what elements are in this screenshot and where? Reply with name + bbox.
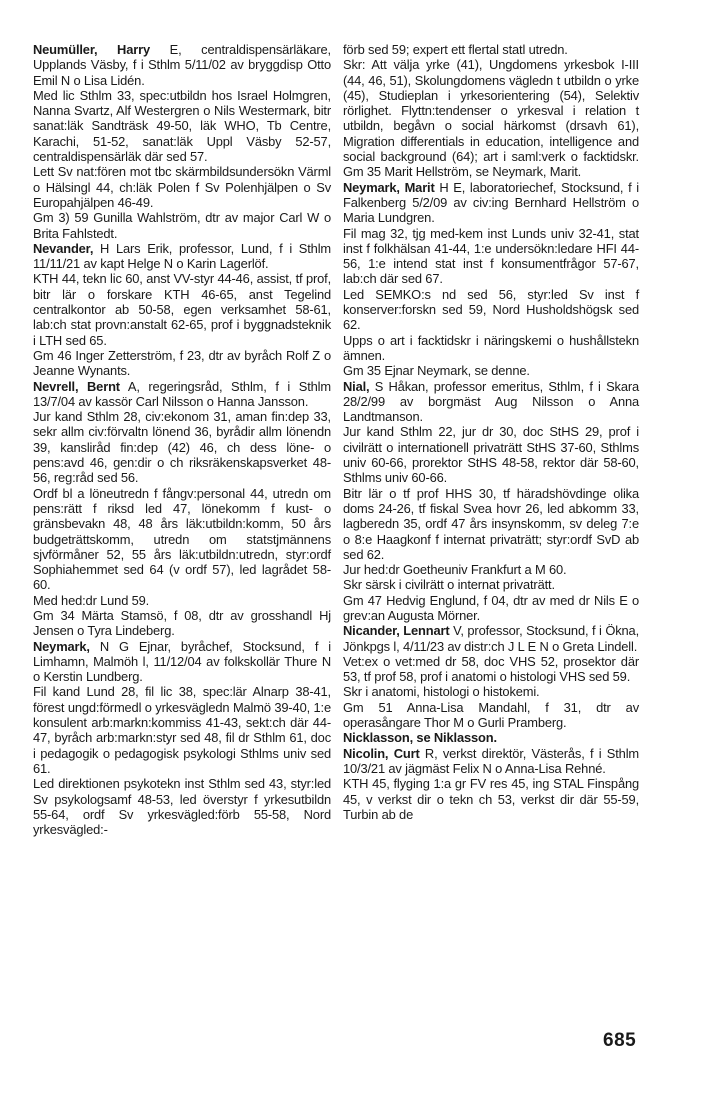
entry-header (343, 730, 639, 745)
entry-details: V, professor, Stocksund, f i Ökna, Jönkpgs l, 4/11/23 av distr:ch J L E N o Greta Lindell. (343, 623, 639, 654)
entry-paragraph: Skr: Att välja yrke (41), Ungdomens yrkesbok I-III (44, 46, 51), Skolungdomens vägledn t utbildn o yrke (45), Studieplan i yrkesorientering (54), Selektiv rörlighet. Flyttn:tendenser o yrkesval i relation t utbildn, begåvn o social härkomst (drsavh 61), Migration differentials in education, intelligence and social background (64); art i saml:verk o facktidskr. Gm 35 Marit Hellström, se Neymark, Marit. (343, 57, 639, 180)
entry-paragraph: Bitr lär o tf prof HHS 30, tf häradshövdinge olika doms 24-26, tf fiskal Svea hovr 26, led abkomm 33, lagberedn 35, ordf 47 års insynskomm, sv deleg 7:e o 8:e Haagkonf f internat privaträtt; styr:ordf SvD ab sed 62. (343, 485, 639, 562)
entry-details: A, regeringsråd, Sthlm, f i Sthlm 13/7/04 av kassör Carl Nilsson o Hanna Jansson. (33, 378, 331, 409)
entry-paragraph: förb sed 59; expert ett flertal statl utredn. (343, 42, 568, 57)
entry-paragraph: Lett Sv nat:fören mot tbc skärmbildsundersökn Värml o Hälsingl 44, ch:läk Polen f Sv Polenhjälpen o Sv Europahjälpen 46-49. (33, 164, 331, 210)
entry-paragraph: Gm 34 Märta Stamsö, f 08, dtr av grosshandl Hj Jensen o Tyra Lindeberg. (33, 607, 331, 639)
entry-paragraph: Med lic Sthlm 33, spec:utbildn hos Israel Holmgren, Nanna Svartz, Alf Westergren o Nils Westermark, bitr sanat:läk Sandträsk 49-50, läk WHO, Tb Centre, Karachi, 51-52, sanat:läk Uppl Väsby 52-57, centraldispensärläk där sed 57. (33, 87, 331, 165)
entry-paragraph: Skr särsk i civilrätt o internat privaträtt. (343, 577, 555, 593)
entry-paragraph: Fil mag 32, tjg med-kem inst Lunds univ 32-41, stat inst f folkhälsan 41-44, 1:e undersökn:ledare HFI 44-56, 1:e intend stat inst f konsumentfrågor 57-67, lab:ch där sed 67. (343, 225, 639, 287)
entry-name: Nevrell, Bernt (33, 378, 120, 394)
entry-paragraph: Vet:ex o vet:med dr 58, doc VHS 52, prosektor där 53, tf prof 58, prof i anatomi o histologi VHS sed 59. (343, 653, 639, 685)
entry-header (343, 379, 639, 425)
entry-name: Neymark, (33, 638, 90, 654)
entry-name: Neymark, Marit (343, 179, 435, 195)
entry-header (33, 639, 331, 685)
entry-paragraph: Jur kand Sthlm 28, civ:ekonom 31, aman fin:dep 33, sekr allm civ:förvaltn lönend 36, byrådir allm lönendn 39, kanslіråd fin:dep (42) 46, ch dess löne- o pens:avd 46, gen:dir o ch riksräkenskapsverket 48-56, reg:råd sed 56. (33, 409, 331, 486)
entry-paragraph: Gm 3) 59 Gunilla Wahlström, dtr av major Carl W o Brita Fahlstedt. (33, 210, 331, 241)
entry-header (343, 180, 639, 226)
entry-paragraph: Skr i anatomi, histologi o histokemi. (343, 684, 540, 700)
entry-details: S Håkan, professor emeritus, Sthlm, f i Skara 28/2/99 av borgmäst Aug Nilsson o Anna Landtmanson. (343, 378, 639, 425)
entry-details: N G Ejnar, byråchef, Stocksund, f i Limhamn, Malmöh l, 11/12/04 av folkskollär Thure N o Kerstin Lundberg. (33, 638, 331, 685)
entry-paragraph: Jur hed:dr Goetheuniv Frankfurt a M 60. (343, 562, 567, 578)
entry-header (33, 379, 331, 410)
entry-paragraph: Ordf bl a löneutredn f fångv:personal 44, utredn om pens:rätt f riksd led 47, lönekomm f kust- o gränsbevakn 48, 48 års läk:utbildn:komm, 50 års budgeträttskomm, utredn om statstjmännens sjvförmåner 52, 55 års läk:utbildn:utredn, styr:ordf Sophiahemmet sed 64 (v ordf 57), led lagrådet 58-60. (33, 485, 331, 593)
entry-details: E, centraldispensärläkare, Upplands Väsby, f i Sthlm 5/11/02 av bryggdisp Otto Emil N o Lisa Lidén. (33, 42, 331, 88)
entry-paragraph: Led direktionen psykotekn inst Sthlm sed 43, styr:led Sv psykologsamf 48-53, led överstyr f yrkesutbildn 55-64, ordf Sv yrkesvägled:förb 55-58, Nord yrkesvägled:- (33, 776, 331, 838)
entry-details: H Lars Erik, professor, Lund, f i Sthlm 11/11/21 av kapt Helge N o Karin Lagerlöf. (33, 240, 331, 272)
entry-details: H E, laboratoriechef, Stocksund, f i Falkenberg 5/2/09 av civ:ing Bernhard Hellström o Maria Lundgren. (343, 179, 639, 226)
entry-paragraph: Gm 47 Hedvig Englund, f 04, dtr av med dr Nils E o grev:an Augusta Mörner. (343, 592, 639, 623)
entry-details: R, verkst direktör, Västerås, f i Sthlm 10/3/21 av jägmäst Felix N o Anna-Lisa Rehné. (343, 745, 639, 776)
entry-header (33, 241, 331, 272)
right-column (343, 42, 639, 822)
entry-header (343, 746, 639, 777)
entry-paragraph: Gm 35 Ejnar Neymark, se denne. (343, 363, 530, 379)
entry-name: Nial, (343, 378, 370, 394)
entry-name: Nicander, Lennart (343, 623, 450, 639)
entry-header (343, 623, 639, 654)
page-number: 685 (603, 1030, 637, 1051)
entry-paragraph: Jur kand Sthlm 22, jur dr 30, doc StHS 29, prof i civilrätt o internationell privaträtt StHS 37-60, Sthlms univ 60-66, prorektor StHS 48-58, rektor där 58-60, Sthlms univ 60-66. (343, 424, 639, 486)
entry-paragraph: Med hed:dr Lund 59. (33, 592, 150, 608)
left-column (33, 42, 331, 837)
entry-name: Nicklasson, se Niklasson. (343, 730, 497, 746)
entry-name: Neumüller, Harry (33, 42, 150, 57)
entry-paragraph: Upps o art i facktidskr i näringskemi o hushållstekn ämnen. (343, 332, 639, 363)
entry-header (33, 42, 331, 88)
entry-paragraph: Fil kand Lund 28, fil lic 38, spec:lär Alnarp 38-41, förest ungd:förmedl o yrkesvägledn Malmö 39-40, 1:e konsulent arb:markn:kommiss 41-43, sekt:ch där 44-47, byråch arb:markn:styr sed 48, fil dr Sthlm 61, doc i pedagogik o pedagogisk psykologi Sthlms univ sed 61. (33, 684, 331, 776)
entry-paragraph: Gm 51 Anna-Lisa Mandahl, f 31, dtr av operasångare Thor M o Gurli Pramberg. (343, 699, 639, 731)
entry-paragraph: Gm 46 Inger Zetterström, f 23, dtr av byråch Rolf Z o Jeanne Wynants. (33, 347, 331, 379)
entry-name: Nicolin, Curt (343, 745, 420, 761)
entry-name: Nevander, (33, 240, 94, 256)
entry-paragraph: Led SEMKO:s nd sed 56, styr:led Sv inst f konserver:forskn sed 59, Nord Husholdshögsk sed 62. (343, 286, 639, 333)
entry-paragraph: KTH 44, tekn lic 60, anst VV-styr 44-46, assist, tf prof, bitr lär o forskare KTH 46-65, anst Tegelind centralkontor ab 50-58, egen verksamhet 58-61, lab:ch stat provn:anstalt 62-65, prof i byggnadsteknik i LTH sed 65. (33, 271, 331, 348)
entry-paragraph: KTH 45, flyging 1:a gr FV res 45, ing STAL Finspång 45, v verkst dir o tekn ch 53, verkst dir där 55-59, Turbin ab de (343, 776, 639, 822)
